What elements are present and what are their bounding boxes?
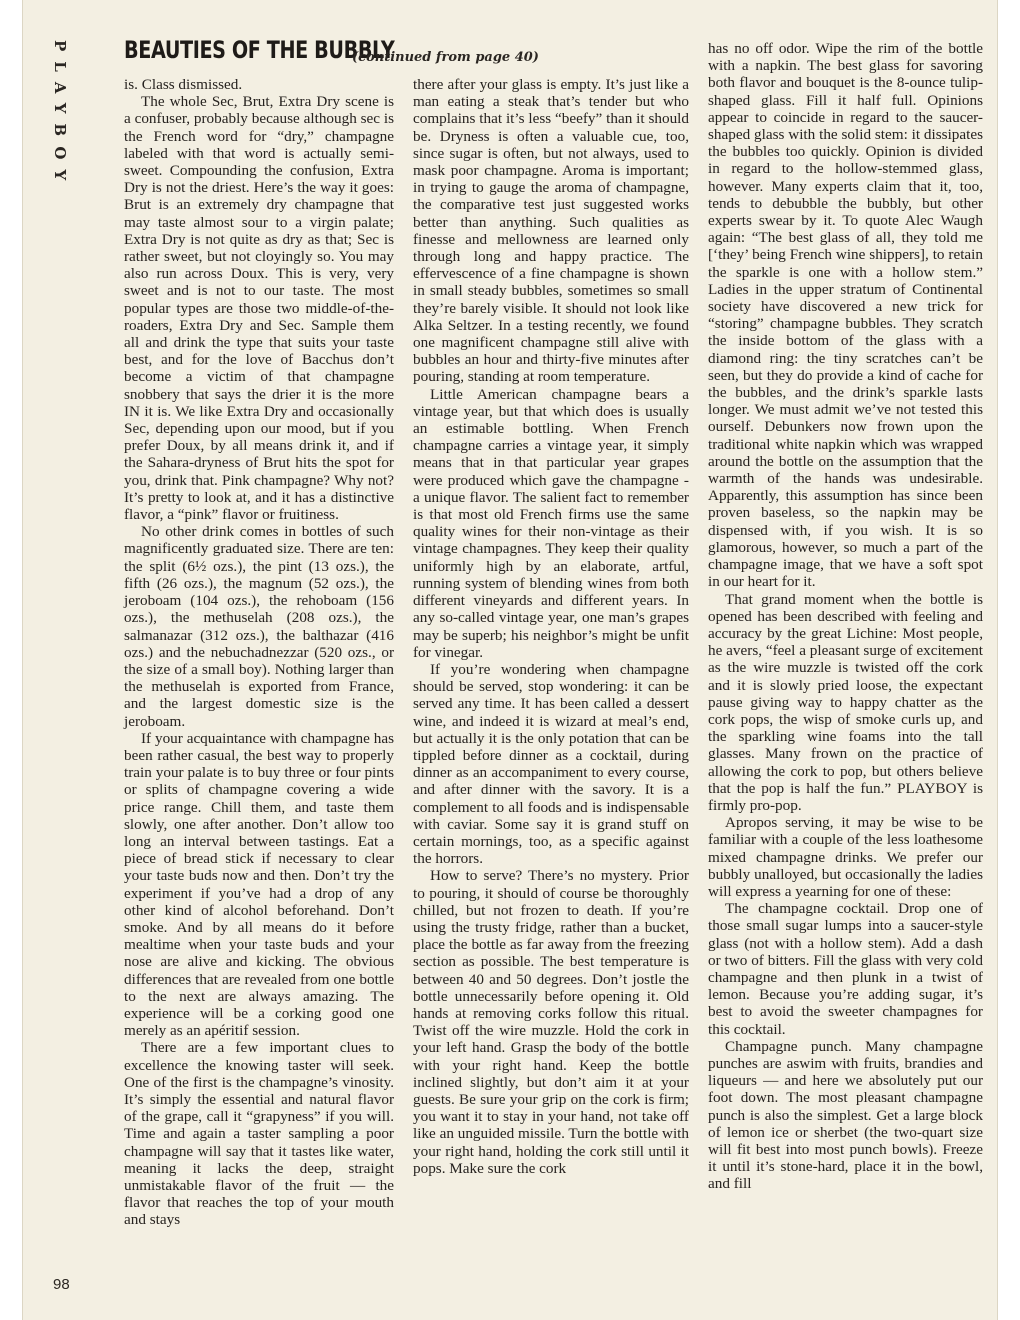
article-paragraph: If your acquaintance with champagne has been rather casual, the best way to properly train your palate is to buy three or four pints or splits of champagne covering a wide price range. Chill them, and taste them slowly, one after another. Don’t allow too long an interval between tastings. Eat a piece of bread stick if necessary to clear your taste buds now and then. Don’t try the experiment if you’ve had a drop of any other kind of alcohol beforehand. Don’t smoke. And by all means do it before mealtime when your taste buds and your nose are alive and kicking. The obvious differences that are revealed from one bottle to the next are always amazing. The experience will be a corking good one merely as an apéritif session.	[124, 729, 394, 1040]
article-paragraph: That grand moment when the bottle is opened has been described with feeling and accuracy by the great Lichine: Most people, he avers, “feel a pleasant surge of excitement as the wire muzzle is twisted off the cork and it is slowly pried loose, the expectant pause giving way to happy chatter as the cork pops, the wisp of smoke curls up, and the sparkling wine foams into the tall glasses. Many frown on the practice of allowing the cork to pop, but others believe that the pop is half the fun.” PLAYBOY is firmly pro-pop.	[708, 590, 983, 814]
article-paragraph: has no off odor. Wipe the rim of the bottle with a napkin. The best glass for savoring both flavor and bouquet is the 8-ounce tulip-shaped glass. Fill it half full. Opinions appear to coincide in regard to the saucer-shaped glass with the solid stem: it dissipates the bubbles too quickly. Opinion is divided in regard to the hollow-stemmed glass, however. Many experts claim that it, too, tends to debubble the bubbly, but other experts swear by it. To quote Alec Waugh again: “The best glass of all, they told me [‘they’ being French wine shippers], to retain the sparkle is one with a hollow stem.” Ladies in the upper stratum of Continental society have discovered a new trick for “storing” champagne bubbles. They scratch the inside bottom of the glass with a diamond ring: the tiny scratches can’t be seen, but they do provide a kind of cache for the bubbles, and the drink’s sparkle lasts longer. We must admit we’ve not tested this ourself. Debunkers now frown upon the traditional white napkin which was wrapped around the bottle on the assumption that the warmth of the hands was undesirable. Apparently, this assumption has since been proven baseless, so the napkin may be dispensed with, if you wish. It is so glamorous, however, so much a part of the champagne image, that we have a soft spot in our heart for it.	[708, 40, 983, 591]
magazine-page	[22, 0, 998, 1320]
article-paragraph: There are a few important clues to excellence the knowing taster will seek. One of the first is the champagne’s vinosity. It’s simply the essential and natural flavor of the grape, call it “grapyness” if you will. Time and again a taster sampling a poor champagne will say that it tastes like water, meaning it lacks the deep, straight unmistakable flavor of the fruit — the flavor that reaches the top of your mouth and stays	[124, 1039, 394, 1229]
article-paragraph: Champagne punch. Many champagne punches are aswim with fruits, brandies and liqueurs — and here we absolutely put our foot down. The most pleasant champagne punch is also the simplest. Get a large block of lemon ice or sherbet (the two-quart size will fit best into most punch bowls). Freeze it until it’s stone-hard, place it in the bowl, and fill	[708, 1037, 983, 1193]
article-paragraph: How to serve? There’s no mystery. Prior to pouring, it should of course be thoroughly chilled, but not frozen to death. If you’re using the trusty fridge, rather than a bucket, place the bottle as far away from the freezing section as possible. The best temperature is between 40 and 50 degrees. Don’t jostle the bottle unnecessarily before opening it. Old hands at removing corks follow this ritual. Twist off the wire muzzle. Hold the cork in your left hand. Grasp the body of the bottle with your right hand. Keep the bottle inclined slightly, but don’t aim it at your guests. Be sure your grip on the cork is firm; you want it to stay in your hand, not take off like an unguided missile. Turn the bottle with your right hand, holding the cork still until it pops. Make sure the cork	[413, 867, 689, 1177]
article-paragraph: is. Class dismissed.	[124, 76, 243, 93]
article-paragraph: No other drink comes in bottles of such magnificently graduated size. There are ten: the split (6½ ozs.), the pint (13 ozs.), the fifth (26 ozs.), the magnum (52 ozs.), the jeroboam (104 ozs.), the rehoboam (156 ozs.), the methuselah (208 ozs.), the salmanazar (312 ozs.), the balthazar (416 ozs.) and the nebuchadnezzar (520 ozs., or the size of a small boy). Nothing larger than the methuselah is exported from France, and the largest domestic size is the jeroboam.	[124, 523, 394, 730]
article-paragraph: The whole Sec, Brut, Extra Dry scene is a confuser, probably because although sec is the French word for “dry,” champagne labeled with that word is actually semi-sweet. Compounding the confusion, Extra Dry is not the driest. Here’s the way it goes: Brut is an extremely dry champagne that may taste almost sour to a virgin palate; Extra Dry is not quite as dry as that; Sec is rather sweet, but not cloyingly so. You may also run across Doux. This is very, very sweet and is not to our taste. The most popular types are those two middle-of-the-roaders, Extra Dry and Sec. Sample them all and drink the type that suits your taste best, and for the love of Bacchus don’t become a victim of that champagne snobbery that says the drier it is the more IN it is. We like Extra Dry and occasionally Sec, depending upon our mood, but if you prefer Doux, by all means drink it, and if the Sahara-dryness of Brut hits the spot for you, drink that. Pink champagne? Why not? It’s pretty to look at, and it has a distinctive flavor, a “pink” flavor or fruitiness.	[124, 93, 394, 524]
headline-title: BEAUTIES OF THE BUBBLY	[124, 36, 395, 64]
article-paragraph: there after your glass is empty. It’s just like a man eating a steak that’s tender but who complains that it’s less “beefy” than it should be. Dryness is often a valuable cue, too, since sugar is often, but not always, used to mask poor champagne. Aroma is important; in trying to gauge the aroma of champagne, the comparative test just suggested works better than anything. Such qualities as finesse and mellowness are learned only through long and happy practice. The effervescence of a fine champagne is shown in small steady bubbles, sometimes so small they’re barely visible. It should not look like Alka Seltzer. In a testing recently, we found one magnificent champagne still alive with bubbles an hour and thirty-five minutes after pouring, standing at room temperature.	[413, 76, 689, 386]
continued-note: (continued from page 40)	[352, 50, 539, 65]
magazine-name: PLAYBOY	[51, 40, 69, 191]
article-paragraph: The champagne cocktail. Drop one of those small sugar lumps into a saucer-style glass (not with a hollow stem). Add a dash or two of bitters. Fill the glass with very cold champagne and then plunk in a twist of lemon. Because you’re adding sugar, it’s best to avoid the sweeter champagnes for this cocktail.	[708, 900, 983, 1038]
text-column-1	[124, 76, 394, 1229]
article-paragraph: Apropos serving, it may be wise to be familiar with a couple of the less loathesome mixed champagne drinks. We prefer our bubbly unalloyed, but occasionally the ladies will express a yearning for one of these:	[708, 814, 983, 900]
article-headline	[124, 36, 539, 76]
text-column-3	[708, 40, 983, 1193]
article-paragraph: Little American champagne bears a vintage year, but that which does is usually an estimable bottling. When French champagne carries a vintage year, it simply means that in that particular year grapes were produced which gave the champagne - a unique flavor. The salient fact to remember is that most old French firms use the same quality wines for their non-vintage as their vintage champagnes. They keep their quality uniformly high by an elaborate, artful, running system of blending wines from both different vineyards and different years. In any so-called vintage year, one man’s grapes may be superb; his neighbor’s might be unfit for vinegar.	[413, 385, 689, 661]
text-column-2	[413, 76, 689, 1177]
article-paragraph: If you’re wondering when champagne should be served, stop wondering: it can be served any time. It has been called a dessert wine, and indeed it is wizard at meal’s end, but actually it is the only potation that can be tippled before dinner as a cocktail, during dinner as an accompaniment to every course, and after dinner with the savory. It is a complement to all foods and is indispensable with caviar. Some say it is grand stuff on certain mornings, too, as a specific against the horrors.	[413, 660, 689, 868]
page-number: 98	[53, 1276, 70, 1293]
